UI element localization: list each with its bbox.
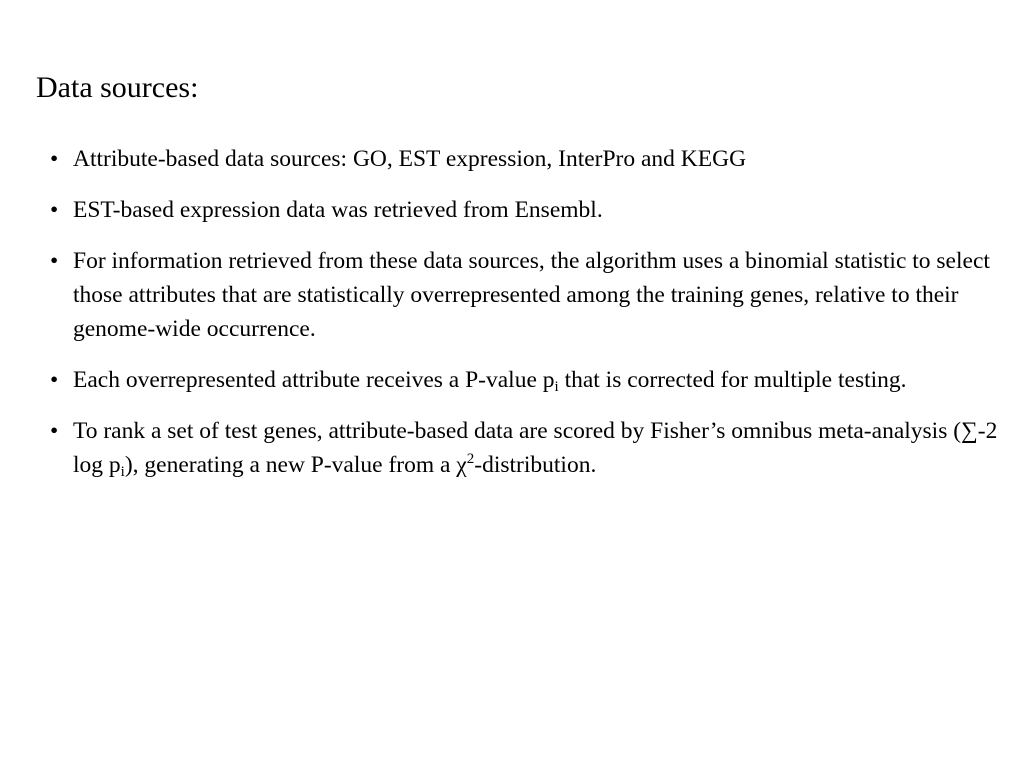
list-item bbox=[50, 244, 1000, 346]
subscript-i: i bbox=[554, 379, 559, 395]
superscript-2: 2 bbox=[466, 451, 475, 467]
bullet-marker: • bbox=[50, 248, 59, 274]
list-item bbox=[50, 142, 1000, 176]
slide-title: Data sources: bbox=[36, 71, 199, 104]
bullet-text: EST-based expression data was retrieved from Ensembl. bbox=[73, 197, 603, 223]
list-item bbox=[50, 363, 1000, 397]
bullet-text-end: -distribution. bbox=[474, 452, 597, 478]
bullet-text-middle: ), generating a new P-value from a χ bbox=[124, 452, 467, 478]
bullet-list bbox=[50, 142, 1000, 499]
list-item bbox=[50, 414, 1000, 482]
bullet-text-end: that is corrected for multiple testing. bbox=[558, 367, 907, 393]
bullet-marker: • bbox=[50, 197, 59, 223]
bullet-text-start: Each overrepresented attribute receives a P-value p bbox=[73, 367, 555, 393]
bullet-marker: • bbox=[50, 418, 59, 444]
bullet-text: For information retrieved from these data sources, the algorithm uses a binomial statistic to select those attributes that are statistically overrepresented among the training genes, relative to their genome-wide occurrence. bbox=[73, 248, 990, 342]
list-item bbox=[50, 193, 1000, 227]
bullet-marker: • bbox=[50, 367, 59, 393]
bullet-marker: • bbox=[50, 146, 59, 172]
subscript-i: i bbox=[120, 464, 125, 480]
bullet-text-start: To rank a set of test genes, attribute-based data are scored by Fisher’s omnibus meta-analysis (∑-2 log p bbox=[73, 418, 998, 478]
bullet-text: Attribute-based data sources: GO, EST expression, InterPro and KEGG bbox=[73, 146, 747, 172]
